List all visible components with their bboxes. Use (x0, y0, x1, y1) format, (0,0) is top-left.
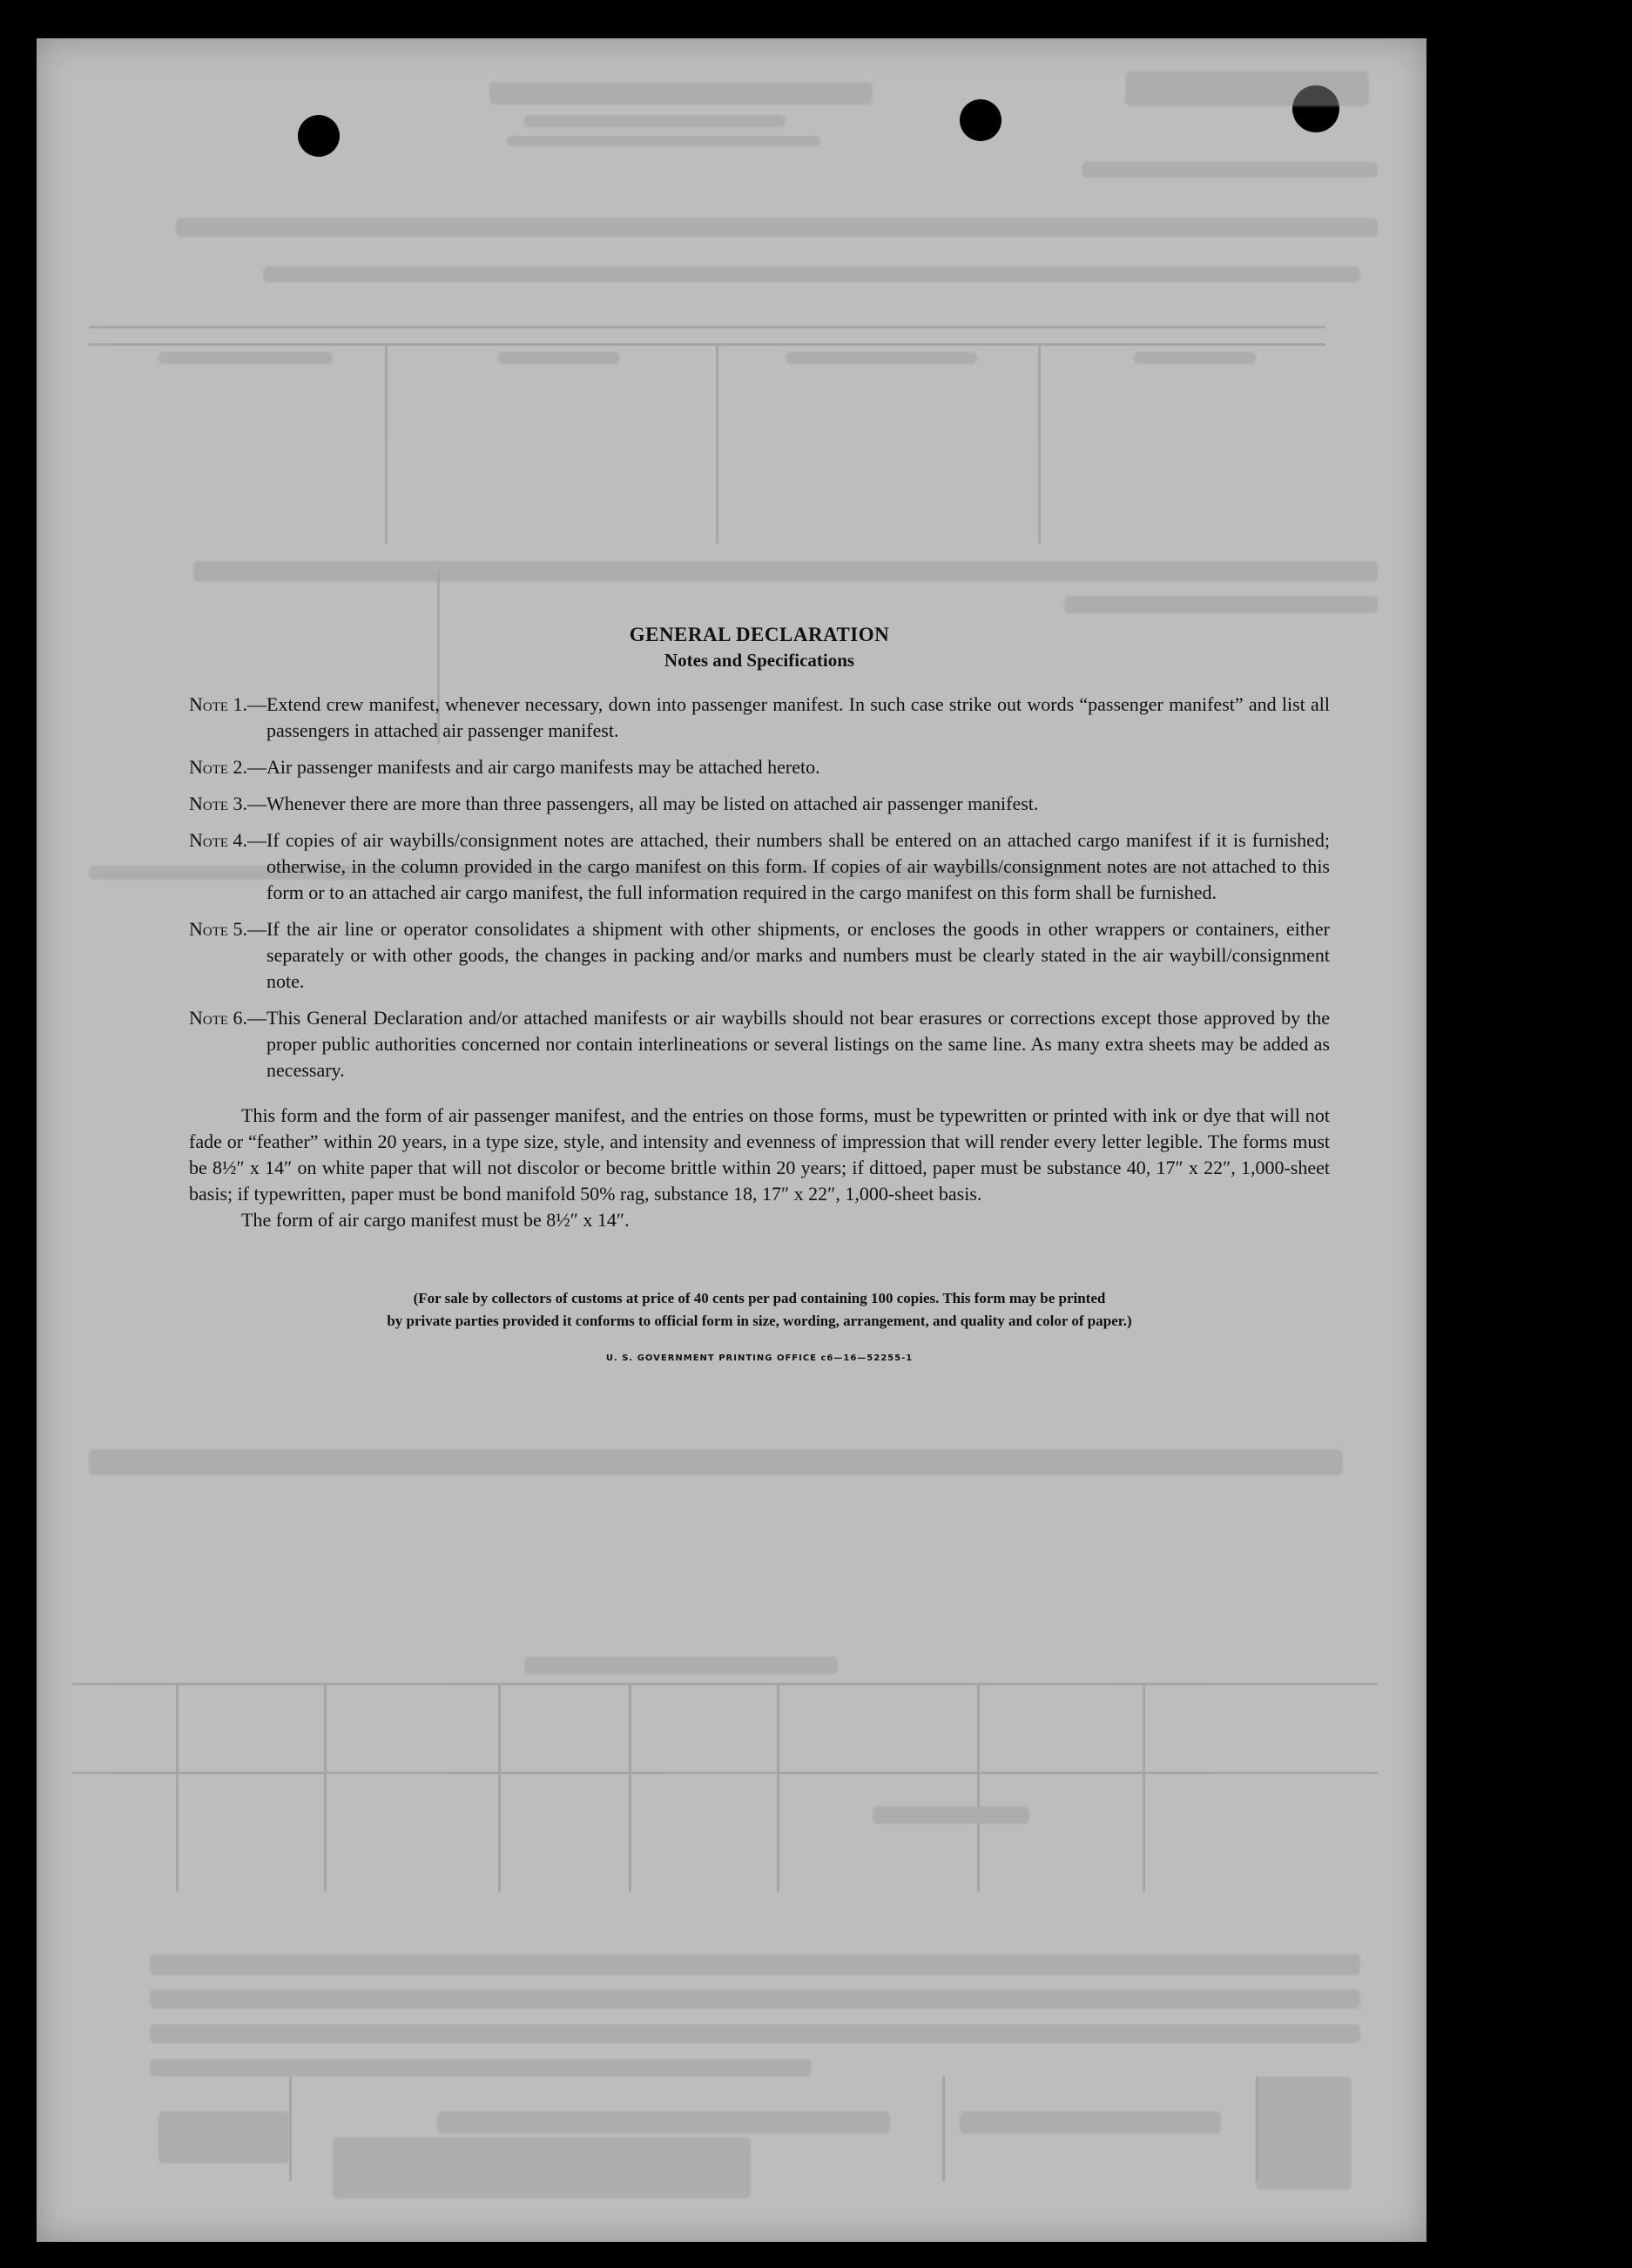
note-text: This General Declaration and/or attached manifests or air waybills should not bear erasures or corrections except those approved by the proper public authorities concerned nor contain interlineations or several listings on the same line. As many extra sheets may be added as necessary. (266, 1007, 1330, 1081)
note-label: Note 1.— (189, 693, 267, 715)
printing-office-imprint: U. S. GOVERNMENT PRINTING OFFICE c6—16—52255-1 (605, 1353, 914, 1363)
note-1 (189, 692, 1330, 744)
note-text: If copies of air waybills/consignment notes are attached, their numbers shall be entered on an attached cargo manifest if it is furnished; otherwise, in the column provided in the cargo manifest on this form. If copies of air waybills/consignment notes are not attached to this form or to an attached air cargo manifest, the full information required in the cargo manifest on this form shall be furnished. (266, 829, 1330, 903)
note-text: Air passenger manifests and air cargo manifests may be attached hereto. (266, 756, 820, 778)
notes-and-specifications (189, 622, 1330, 1363)
note-2 (189, 754, 1330, 780)
note-label: Note 6.— (189, 1007, 267, 1029)
note-4 (189, 827, 1330, 906)
note-label: Note 4.— (189, 829, 267, 851)
note-label: Note 3.— (189, 793, 267, 814)
cargo-manifest-size-line: The form of air cargo manifest must be 8½″ x 14″. (241, 1209, 630, 1231)
document-subheading: Notes and Specifications (664, 650, 855, 671)
note-text: If the air line or operator consolidates a shipment with other shipments, or encloses the goods in other wrappers or containers, either separately or with other goods, the changes in packing and/or marks and numbers must be clearly stated in the air waybill/consignment note. (266, 918, 1330, 992)
note-label: Note 2.— (189, 756, 267, 778)
note-3 (189, 791, 1330, 817)
document-page (37, 38, 1426, 2242)
note-text: Extend crew manifest, whenever necessary, down into passenger manifest. In such case strike out words “passenger manifest” and list all passengers in attached air passenger manifest. (266, 693, 1330, 741)
sale-notice-line: by private parties provided it conforms to official form in size, wording, arrangement, and quality and color of paper.) (387, 1313, 1132, 1329)
note-5 (189, 916, 1330, 995)
sale-notice (189, 1287, 1330, 1333)
note-label: Note 5.— (189, 918, 267, 940)
sale-notice-line: (For sale by collectors of customs at price of 40 cents per pad containing 100 copies. This form may be printed (413, 1290, 1106, 1306)
note-6 (189, 1005, 1330, 1083)
document-heading: GENERAL DECLARATION (629, 624, 890, 645)
note-text: Whenever there are more than three passengers, all may be listed on attached air passenger manifest. (266, 793, 1039, 814)
form-requirements-paragraph: This form and the form of air passenger manifest, and the entries on those forms, must be typewritten or printed with ink or dye that will not fade or “feather” within 20 years, in a type size, style, and intensity and evenness of impression that will render every letter legible. The forms must be 8½″ x 14″ on white paper that will not discolor or become brittle within 20 years; if dittoed, paper must be substance 40, 17″ x 22″, 1,000-sheet basis; if typewritten, paper must be bond manifold 50% rag, substance 18, 17″ x 22″, 1,000-sheet basis. (189, 1104, 1330, 1205)
